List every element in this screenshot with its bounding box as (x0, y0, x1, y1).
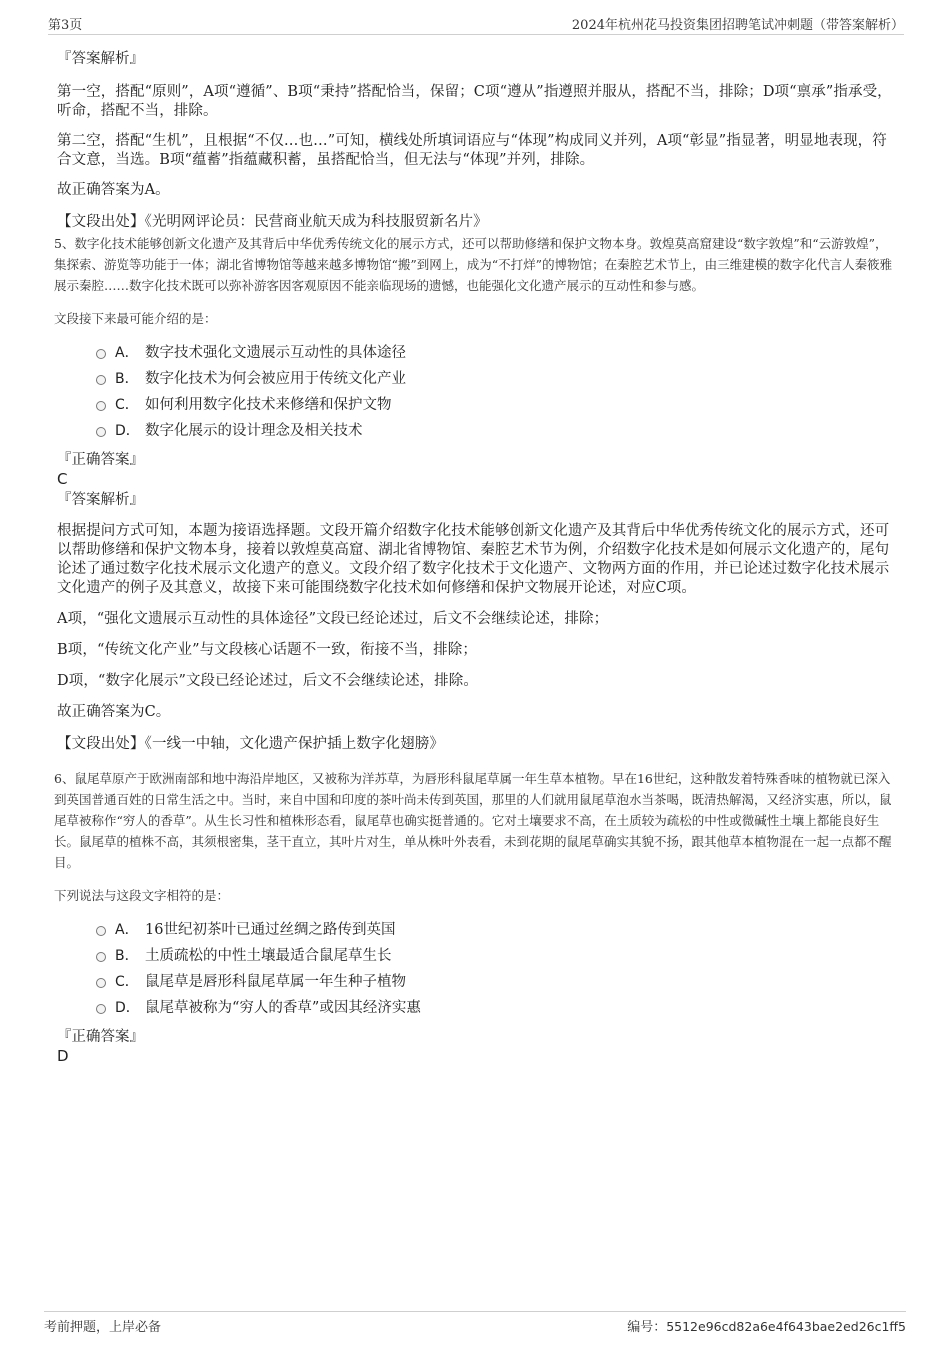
code-value: 5512e96cd82a6e4f643bae2ed26c1ff5 (666, 1319, 906, 1334)
correct-answer: D (57, 1047, 69, 1065)
correct-answer-label: 『正确答案』 (57, 452, 144, 468)
passage-source: 【文段出处】《光明网评论员：民营商业航天成为科技服贸新名片》 (57, 214, 488, 230)
radio-button[interactable] (96, 375, 106, 385)
footer-slogan: 考前押题，上岸必备 (44, 1320, 162, 1335)
passage-source: 【文段出处】《一线一中轴，文化遗产保护插上数字化翅膀》 (57, 736, 444, 752)
option-letter: A． (115, 922, 139, 938)
option-text: 土质疏松的中性土壤最适合鼠尾草生长 (145, 948, 392, 964)
page-number: 第3页 (48, 18, 83, 33)
analysis-label: 『答案解析』 (57, 51, 144, 67)
option-letter: D． (115, 1000, 140, 1016)
analysis-conclusion: 故正确答案为A。 (57, 182, 170, 198)
analysis-paragraph: 第二空，搭配“生机”，且根据“不仅…也…”可知，横线处所填词语应与“体现”构成同义并列，A项“彰显”指显著，明显地表现，符合文意，当选。B项“蕴蓄”指蕴藏积蓄，虽搭配恰当，但无法与“体现”并列，排除。 (57, 133, 887, 168)
analysis-paragraph: A项，“强化文遗展示互动性的具体途径”文段已经论述过，后文不会继续论述，排除； (57, 611, 609, 627)
radio-button[interactable] (96, 978, 106, 988)
radio-button[interactable] (96, 401, 106, 411)
document-body (54, 46, 898, 1065)
option-text: 16世纪初茶叶已通过丝绸之路传到英国 (145, 922, 396, 938)
option-a[interactable] (95, 340, 898, 366)
option-letter: C． (115, 974, 139, 990)
option-c[interactable] (95, 969, 898, 995)
analysis-paragraph: D项，“数字化展示”文段已经论述过，后文不会继续论述，排除。 (57, 673, 478, 689)
analysis-paragraph: 根据提问方式可知，本题为接语选择题。文段开篇介绍数字化技术能够创新文化遗产及其背后中华优秀传统文化的展示方式，还可以帮助修缮和保护文物本身，接着以敦煌莫高窟、湖北省博物馆、秦腔艺术节为例，介绍数字化技术是如何展示文化遗产的，尾句论述了通过数字化技术展示文化遗产的意义。文段介绍了数字化技术于文化遗产、文物两方面的作用，并已论述过数字化技术展示文化遗产的例子及其意义，故接下来可能围绕数字化技术如何修缮和保护文物展开论述，对应C项。 (57, 523, 890, 596)
options-list (57, 340, 898, 444)
option-letter: A． (115, 345, 139, 361)
question-passage: 6、鼠尾草原产于欧洲南部和地中海沿岸地区，又被称为洋苏草，为唇形科鼠尾草属一年生草本植物。早在16世纪，这种散发着特殊香味的植物就已深入到英国普通百姓的日常生活之中。当时，来自中国和印度的茶叶尚未传到英国，那里的人们就用鼠尾草泡水当茶喝，既清热解渴，又经济实惠，所以，鼠尾草被称作“穷人的香草”。从生长习性和植株形态看，鼠尾草也确实挺普通的。它对土壤要求不高，在土质较为疏松的中性或微碱性土壤上都能良好生长。鼠尾草的植株不高，其须根密集，茎干直立，其叶片对生，单从株叶外表看，未到花期的鼠尾草确实其貌不扬，跟其他草本植物混在一起一点都不醒目。 (54, 771, 892, 870)
option-letter: C． (115, 397, 139, 413)
analysis-paragraph: 第一空，搭配“原则”，A项“遵循”、B项“秉持”搭配恰当，保留；C项“遵从”指遵照并服从，搭配不当，排除；D项“禀承”指承受，听命，搭配不当，排除。 (57, 84, 892, 119)
analysis-conclusion: 故正确答案为C。 (57, 704, 171, 720)
option-b[interactable] (95, 943, 898, 969)
question-prompt: 文段接下来最可能介绍的是： (54, 311, 217, 326)
option-d[interactable] (95, 995, 898, 1021)
code-label: 编号： (627, 1320, 667, 1335)
radio-button[interactable] (96, 1004, 106, 1014)
page-footer (44, 1311, 906, 1336)
option-b[interactable] (95, 366, 898, 392)
option-d[interactable] (95, 418, 898, 444)
option-text: 数字化技术为何会被应用于传统文化产业 (145, 371, 406, 387)
option-letter: D． (115, 423, 140, 439)
options-list (57, 917, 898, 1021)
radio-button[interactable] (96, 952, 106, 962)
correct-answer-label: 『正确答案』 (57, 1029, 144, 1045)
option-text: 鼠尾草被称为“穷人的香草”或因其经济实惠 (145, 1000, 421, 1016)
option-a[interactable] (95, 917, 898, 943)
option-text: 数字技术强化文遗展示互动性的具体途径 (145, 345, 406, 361)
option-letter: B． (115, 948, 139, 964)
correct-answer: C (57, 470, 68, 488)
option-letter: B． (115, 371, 139, 387)
analysis-label: 『答案解析』 (57, 492, 144, 508)
document-code (627, 1316, 906, 1335)
option-text: 如何利用数字化技术来修缮和保护文物 (145, 397, 392, 413)
question-prompt: 下列说法与这段文字相符的是： (54, 888, 230, 903)
radio-button[interactable] (96, 427, 106, 437)
document-title: 2024年杭州花马投资集团招聘笔试冲刺题（带答案解析） (571, 18, 904, 33)
option-text: 数字化展示的设计理念及相关技术 (145, 423, 363, 439)
page-header (48, 14, 904, 35)
question-passage: 5、数字化技术能够创新文化遗产及其背后中华优秀传统文化的展示方式，还可以帮助修缮和保护文物本身。敦煌莫高窟建设“数字敦煌”和“云游敦煌”，集探索、游览等功能于一体；湖北省博物馆等越来越多博物馆“搬”到网上，成为“不打烊”的博物馆；在秦腔艺术节上，由三维建模的数字化代言人秦筱雅展示秦腔……数字化技术既可以弥补游客因客观原因不能亲临现场的遗憾，也能强化文化遗产展示的互动性和参与感。 (54, 236, 893, 293)
analysis-paragraph: B项，“传统文化产业”与文段核心话题不一致，衔接不当，排除； (57, 642, 477, 658)
option-text: 鼠尾草是唇形科鼠尾草属一年生种子植物 (145, 974, 406, 990)
option-c[interactable] (95, 392, 898, 418)
radio-button[interactable] (96, 349, 106, 359)
radio-button[interactable] (96, 926, 106, 936)
